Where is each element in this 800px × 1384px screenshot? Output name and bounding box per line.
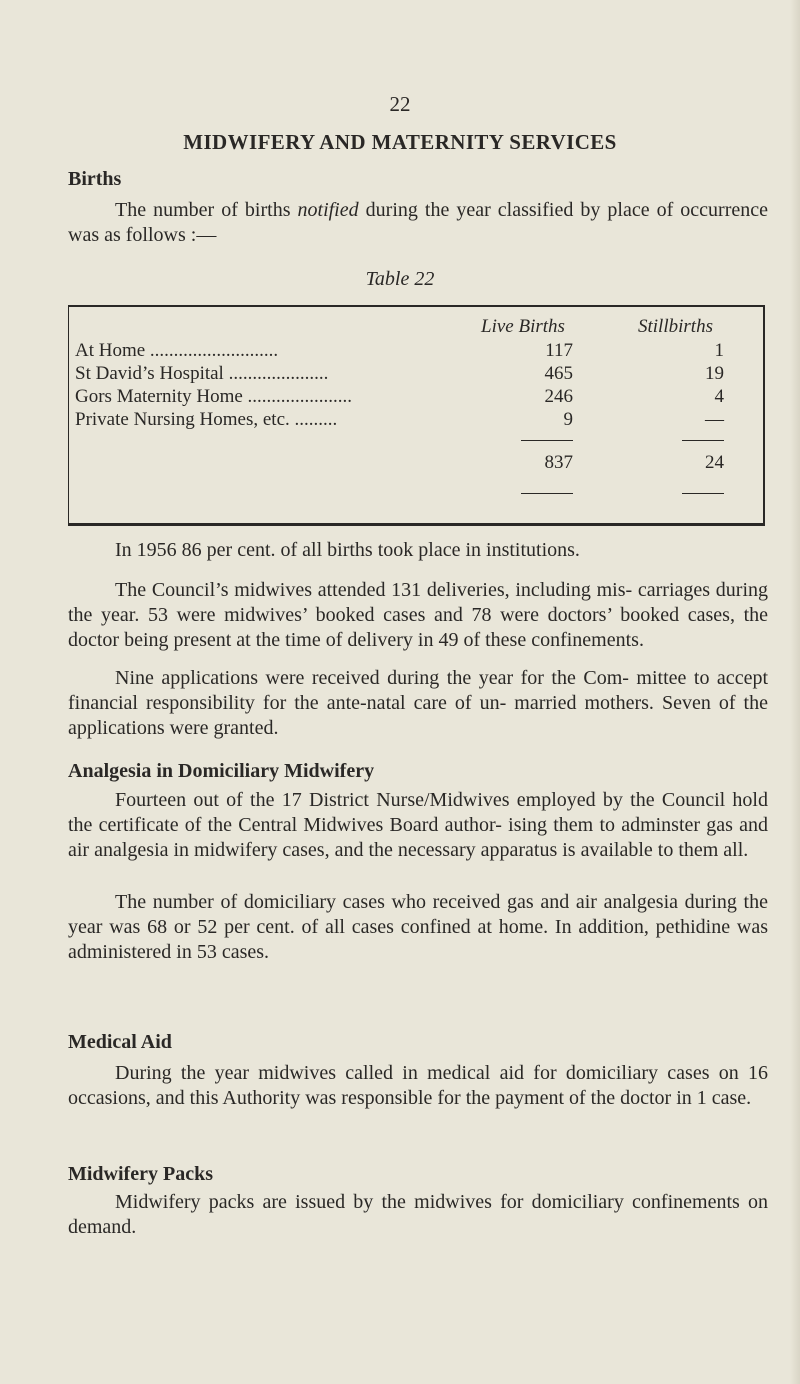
- total-rule-bottom-still: [682, 493, 724, 494]
- total-stillbirths: 24: [705, 452, 724, 473]
- page-edge-shadow: [790, 0, 800, 1384]
- total-rule-top-live: [521, 440, 573, 441]
- births-heading: Births: [68, 168, 122, 190]
- row-live-private-homes: 9: [563, 409, 573, 430]
- row-live-at-home: 117: [545, 340, 573, 361]
- row-still-at-home: 1: [714, 340, 724, 361]
- row-label-st-davids: St David’s Hospital .....................: [75, 363, 329, 384]
- births-intro-start: The number of births: [115, 199, 298, 221]
- row-label-gors: Gors Maternity Home ......................: [75, 386, 353, 407]
- analgesia-paragraph-1: Fourteen out of the 17 District Nurse/Midwives employed by the Council hold the certificate of the Central Midwives Board author- ising them to adminster gas and air analgesia in midwifery cases, and the necessary apparatus is available to them all.: [68, 789, 768, 861]
- births-table: [68, 305, 765, 526]
- medical-aid-paragraph: During the year midwives called in medical aid for domiciliary cases on 16 occasions, and this Authority was responsible for the payment of the doctor in 1 case.: [68, 1062, 768, 1109]
- births-intro-end: during the year classified by place of occurrence was as follows :—: [68, 199, 768, 246]
- institutional-births-paragraph: In 1956 86 per cent. of all births took place in institutions.: [115, 539, 580, 561]
- page-title: MIDWIFERY AND MATERNITY SERVICES: [183, 130, 617, 154]
- midwifery-packs-heading: Midwifery Packs: [68, 1163, 213, 1185]
- deliveries-paragraph: The Council’s midwives attended 131 deliveries, including mis- carriages during the year. 53 were midwives’ booked cases and 78 were doctors’ booked cases, the doctor being present at the time of delivery in 49 of these confinements.: [68, 579, 768, 651]
- column-header-live-births: Live Births: [481, 316, 565, 337]
- births-intro: [68, 198, 768, 248]
- column-header-stillbirths: Stillbirths: [638, 316, 713, 337]
- medical-aid-heading: Medical Aid: [68, 1031, 172, 1053]
- row-still-private-homes: —: [705, 409, 724, 430]
- row-live-gors: 246: [544, 386, 573, 407]
- row-still-st-davids: 19: [705, 363, 724, 384]
- analgesia-paragraph-2: The number of domiciliary cases who received gas and air analgesia during the year was 68 or 52 per cent. of all cases confined at home. In addition, pethidine was administered in 53 cases.: [68, 891, 768, 963]
- total-rule-top-still: [682, 440, 724, 441]
- births-intro-emphasis: notified: [297, 199, 359, 221]
- row-label-private-homes: Private Nursing Homes, etc. .........: [75, 409, 338, 430]
- applications-paragraph: Nine applications were received during the year for the Com- mittee to accept financial responsibility for the ante-natal care of un- married mothers. Seven of the applications were granted.: [68, 667, 768, 739]
- page-number: 22: [389, 92, 411, 116]
- analgesia-heading: Analgesia in Domiciliary Midwifery: [68, 760, 375, 782]
- total-live-births: 837: [544, 452, 573, 473]
- midwifery-packs-paragraph: Midwifery packs are issued by the midwives for domiciliary confinements on demand.: [68, 1191, 768, 1238]
- row-label-at-home: At Home ...........................: [75, 340, 279, 361]
- row-still-gors: 4: [714, 386, 724, 407]
- table-caption: Table 22: [365, 268, 435, 290]
- total-rule-bottom-live: [521, 493, 573, 494]
- row-live-st-davids: 465: [544, 363, 573, 384]
